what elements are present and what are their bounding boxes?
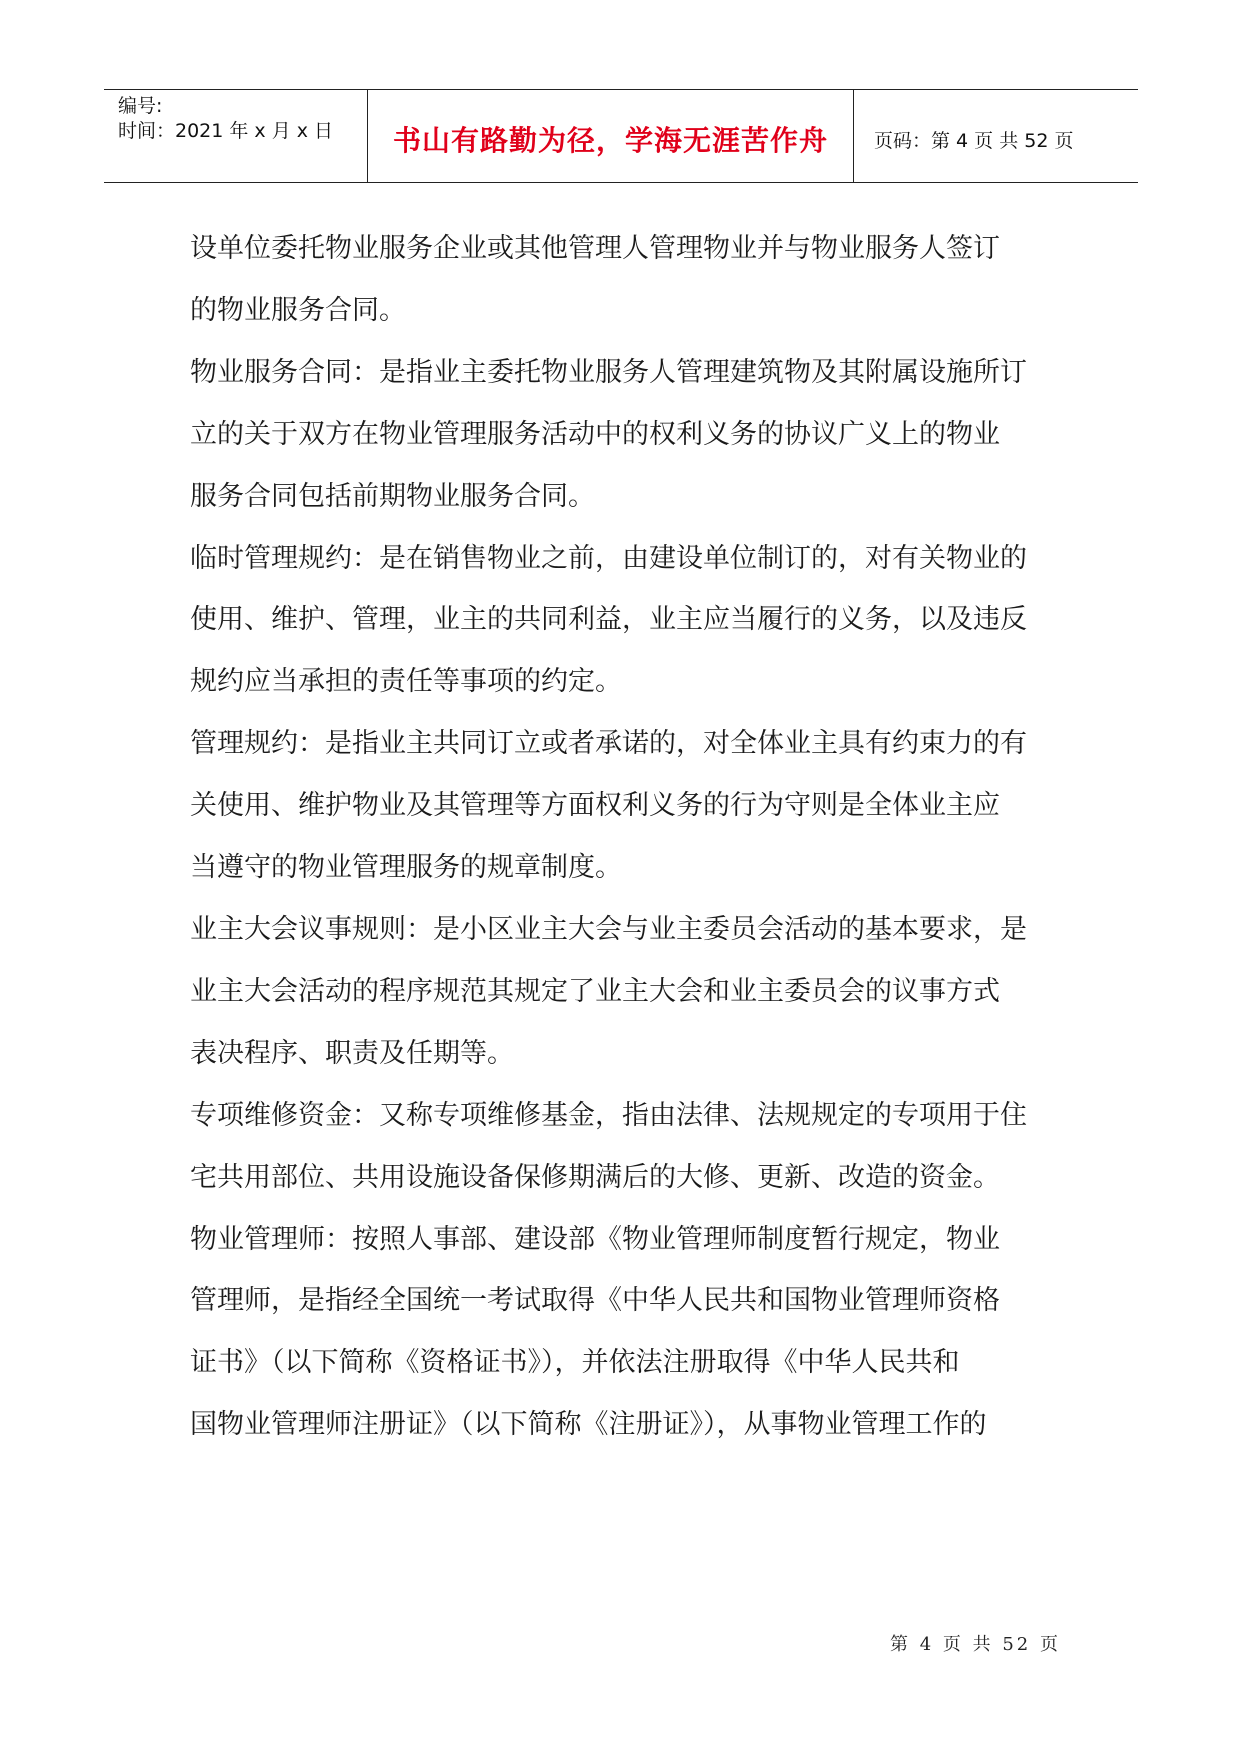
page-header xyxy=(104,89,1138,183)
text-line: 当遵守的物业管理服务的规章制度。 xyxy=(190,852,622,884)
text-line: 服务合同包括前期物业服务合同。 xyxy=(190,480,595,512)
document-number-label: 编号: xyxy=(118,95,163,117)
text-line: 使用、维护、管理，业主的共同利益，业主应当履行的义务，以及违反 xyxy=(190,604,1027,636)
document-time-label: 时间：2021 年 x 月 x 日 xyxy=(118,120,334,142)
header-motto: 书山有路勤为径，学海无涯苦作舟 xyxy=(367,90,854,182)
text-line: 表决程序、职责及任期等。 xyxy=(190,1037,514,1069)
header-page-number: 页码：第 4 页 共 52 页 xyxy=(874,129,1074,152)
text-line: 临时管理规约：是在销售物业之前，由建设单位制订的，对有关物业的 xyxy=(190,542,1027,574)
text-line: 规约应当承担的责任等事项的约定。 xyxy=(190,666,622,698)
text-line: 业主大会议事规则：是小区业主大会与业主委员会活动的基本要求，是 xyxy=(190,913,1027,945)
text-line: 物业服务合同：是指业主委托物业服务人管理建筑物及其附属设施所订 xyxy=(190,356,1027,388)
text-line: 管理师，是指经全国统一考试取得《中华人民共和国物业管理师资格 xyxy=(190,1285,1000,1317)
text-line: 管理规约：是指业主共同订立或者承诺的，对全体业主具有约束力的有 xyxy=(190,728,1027,760)
text-line: 国物业管理师注册证》（以下简称《注册证》），从事物业管理工作的 xyxy=(190,1409,987,1441)
text-line: 立的关于双方在物业管理服务活动中的权利义务的协议广义上的物业 xyxy=(190,418,1000,450)
text-line: 设单位委托物业服务企业或其他管理人管理物业并与物业服务人签订 xyxy=(190,233,1000,264)
text-line: 专项维修资金：又称专项维修基金，指由法律、法规规定的专项用于住 xyxy=(190,1099,1027,1131)
text-line: 物业管理师：按照人事部、建设部《物业管理师制度暂行规定，物业 xyxy=(190,1223,1000,1255)
text-line: 业主大会活动的程序规范其规定了业主大会和业主委员会的议事方式 xyxy=(190,975,1000,1007)
text-line: 的物业服务合同。 xyxy=(190,294,406,326)
page-footer: 第 4 页 共 52 页 xyxy=(890,1634,1061,1655)
text-line: 证书》（以下简称《资格证书》），并依法注册取得《中华人民共和 xyxy=(190,1347,960,1379)
document-body xyxy=(190,218,1090,1456)
header-meta xyxy=(104,90,367,182)
text-line: 关使用、维护物业及其管理等方面权利义务的行为守则是全体业主应 xyxy=(190,790,1000,822)
text-line: 宅共用部位、共用设施设备保修期满后的大修、更新、改造的资金。 xyxy=(190,1161,1000,1193)
